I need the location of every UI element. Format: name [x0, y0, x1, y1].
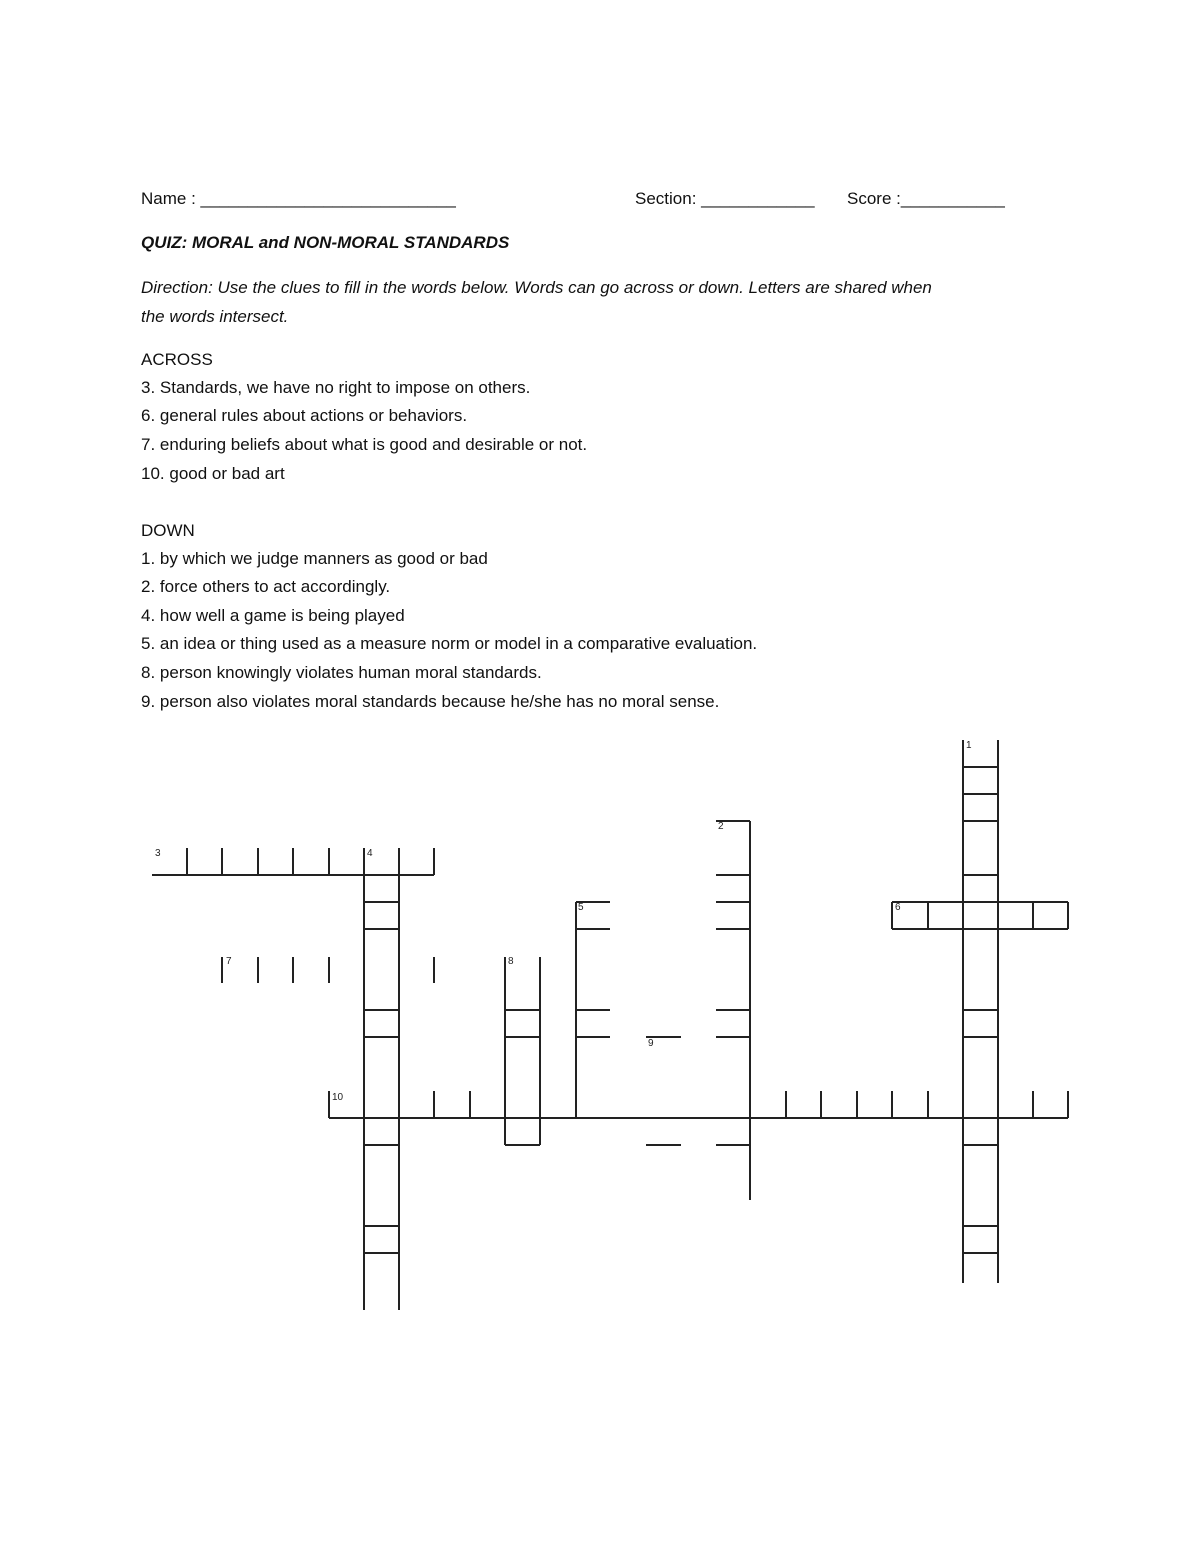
- grid-number-5: 5: [578, 902, 584, 913]
- grid-number-1: 1: [966, 740, 972, 751]
- grid-number-4: 4: [367, 848, 373, 859]
- across-3-cells[interactable]: [152, 848, 434, 875]
- clue-number: 4.: [141, 606, 156, 625]
- clue-text: good or bad art: [164, 464, 285, 483]
- clue-text: Standards, we have no right to impose on others.: [155, 378, 531, 397]
- down-8-cells[interactable]: [505, 957, 540, 1145]
- clue-text: an idea or thing used as a measure norm or model in a comparative evaluation.: [155, 634, 758, 653]
- score-field[interactable]: Score :___________: [847, 189, 1005, 208]
- grid-number-6: 6: [895, 902, 901, 913]
- grid-number-3: 3: [155, 848, 161, 859]
- grid-number-2: 2: [718, 821, 724, 832]
- clue-text: force others to act accordingly.: [155, 577, 391, 596]
- clue-number: 5.: [141, 634, 156, 653]
- down-4-cells[interactable]: [364, 875, 399, 1310]
- clue-text: general rules about actions or behaviors.: [155, 406, 468, 425]
- clue-text: person knowingly violates human moral standards.: [155, 663, 542, 682]
- clue-text: by which we judge manners as good or bad: [155, 549, 488, 568]
- down-1-cells[interactable]: [963, 740, 998, 1283]
- name-field[interactable]: Name : ___________________________: [141, 189, 456, 208]
- clue-number: 6.: [141, 406, 156, 425]
- across-heading: ACROSS: [141, 350, 213, 369]
- clue-number: 9.: [141, 692, 156, 711]
- direction-line-2: the words intersect.: [141, 307, 289, 326]
- clue-text: person also violates moral standards because he/she has no moral sense.: [155, 692, 720, 711]
- down-5-cells[interactable]: [576, 902, 610, 1118]
- grid-number-10: 10: [332, 1092, 344, 1103]
- clue-number: 8.: [141, 663, 156, 682]
- down-2-cells[interactable]: [716, 821, 750, 1200]
- clue-number: 7.: [141, 435, 156, 454]
- across-6-cells[interactable]: [892, 902, 1068, 929]
- grid-number-9: 9: [648, 1038, 654, 1049]
- across-10-cells[interactable]: [329, 1091, 1068, 1118]
- down-9-cells[interactable]: [646, 1037, 681, 1145]
- across-7-cells[interactable]: [222, 957, 434, 983]
- grid-number-7: 7: [226, 956, 232, 967]
- clue-number: 2.: [141, 577, 156, 596]
- direction-line-1: Direction: Use the clues to fill in the words below. Words can go across or down. Letters are shared when: [141, 278, 932, 297]
- down-heading: DOWN: [141, 521, 195, 540]
- clue-number: 10.: [141, 464, 165, 483]
- grid-number-8: 8: [508, 956, 514, 967]
- clue-number: 3.: [141, 378, 156, 397]
- quiz-title: QUIZ: MORAL and NON-MORAL STANDARDS: [141, 233, 510, 252]
- clue-text: enduring beliefs about what is good and desirable or not.: [155, 435, 588, 454]
- clue-text: how well a game is being played: [155, 606, 405, 625]
- section-field[interactable]: Section: ____________: [635, 189, 815, 208]
- clue-number: 1.: [141, 549, 156, 568]
